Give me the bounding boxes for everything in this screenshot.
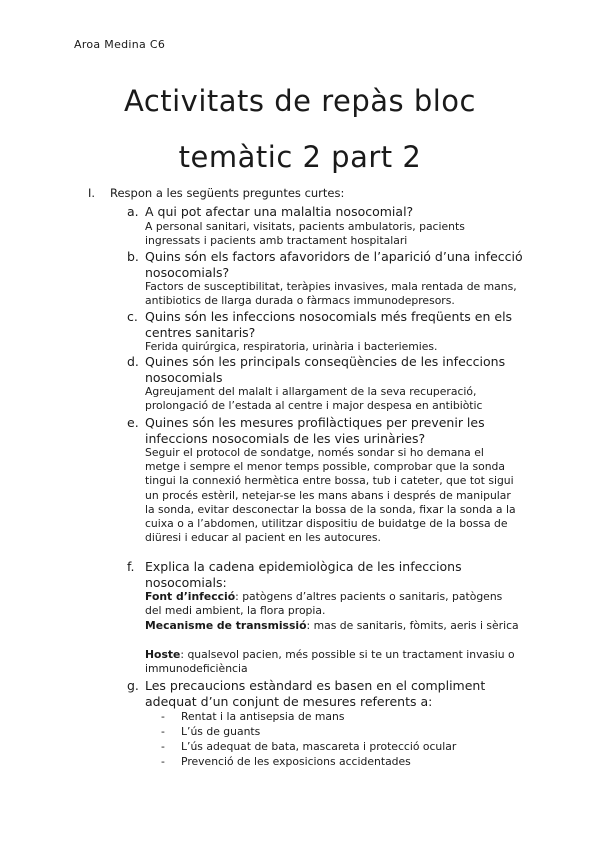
bullet-item: Rentat i la antisepsia de mans [181, 710, 345, 723]
answer-text: Ferida quirúrgica, respiratoria, urinària i bacteriemies. [145, 340, 438, 353]
question-letter: a. [127, 204, 139, 219]
bullet-dash: - [161, 710, 165, 723]
question-letter: c. [127, 309, 138, 324]
title-line-2: temàtic 2 part 2 [178, 140, 422, 174]
question-text: Quines són les mesures profilàctiques per prevenir les infeccions nosocomials de les vies urinàries? [145, 415, 485, 446]
bullet-dash: - [161, 740, 165, 753]
answer-text: Agreujament del malalt i allargament de la seva recuperació, prolongació de l’estada al centre i major despesa en antibiòtic [145, 385, 483, 413]
question-text: Quins són les infeccions nosocomials més freqüents en els centres sanitaris? [145, 309, 513, 340]
chain-description: : qualsevol pacien, més possible si te un tractament invasiu o immunodeficiència [145, 648, 515, 676]
title-line-1: Activitats de repàs bloc [123, 84, 476, 118]
bullet-item: L’ús adequat de bata, mascareta i protecció ocular [181, 740, 457, 753]
bullet-dash: - [161, 725, 165, 738]
question-letter: b. [127, 249, 139, 264]
chain-description: : mas de sanitaris, fòmits, aeris i sèrica [306, 619, 519, 632]
answer-text: A personal sanitari, visitats, pacients ambulatoris, pacients ingressats i pacients amb tractament hospitalari [145, 220, 465, 248]
chain-item [145, 648, 520, 676]
bullet-item: Prevenció de les exposicions accidentades [181, 755, 411, 768]
question-text: Explica la cadena epidemiològica de les infeccions nosocomials: [145, 559, 462, 590]
answer-text: Factors de susceptibilitat, teràpies invasives, mala rentada de mans, antibiotics de llarga durada o fàrmacs immunodepresors. [145, 280, 517, 308]
question-text: A qui pot afectar una malaltia nosocomial? [145, 204, 414, 219]
answer-text: Seguir el protocol de sondatge, només sondar si ho demana el metge i sempre el menor temps possible, comprobar que la sonda tingui la connexió hermètica entre bossa, tub i cateter, que tot sigui un procés estèril, netejar-se les mans abans i després de manipular la sonda, evitar desconectar la bossa de la sonda, fixar la sonda a la cuixa o a l’abdomen, utilitzar dispositiu de buidatge de la bossa de diüresi i educar al pacient en les autocures. [145, 446, 516, 545]
bullet-item: L’ús de guants [181, 725, 261, 738]
bullet-dash: - [161, 755, 165, 768]
chain-term: Mecanisme de transmissió [145, 619, 307, 632]
chain-term: Font d’infecció [145, 590, 236, 603]
author-name: Aroa Medina C6 [74, 38, 166, 51]
question-text: Quines són les principals conseqüències de les infeccions nosocomials [145, 354, 506, 385]
chain-description: : patògens d’altres pacients o sanitaris, patògens del medi ambient, la flora propia. [145, 590, 503, 618]
question-text: Les precaucions estàndard es basen en el compliment adequat d’un conjunt de mesures referents a: [145, 678, 486, 709]
question-letter: e. [127, 415, 139, 430]
chain-item [145, 590, 520, 618]
question-letter: g. [127, 678, 139, 693]
section-number: I. [88, 186, 96, 200]
question-letter: f. [127, 559, 135, 574]
chain-term: Hoste [145, 648, 181, 661]
question-text: Quins són els factors afavoridors de l’aparició d’una infecció nosocomials? [145, 249, 523, 280]
question-letter: d. [127, 354, 139, 369]
chain-item [145, 619, 520, 633]
section-heading: Respon a les següents preguntes curtes: [110, 186, 345, 200]
